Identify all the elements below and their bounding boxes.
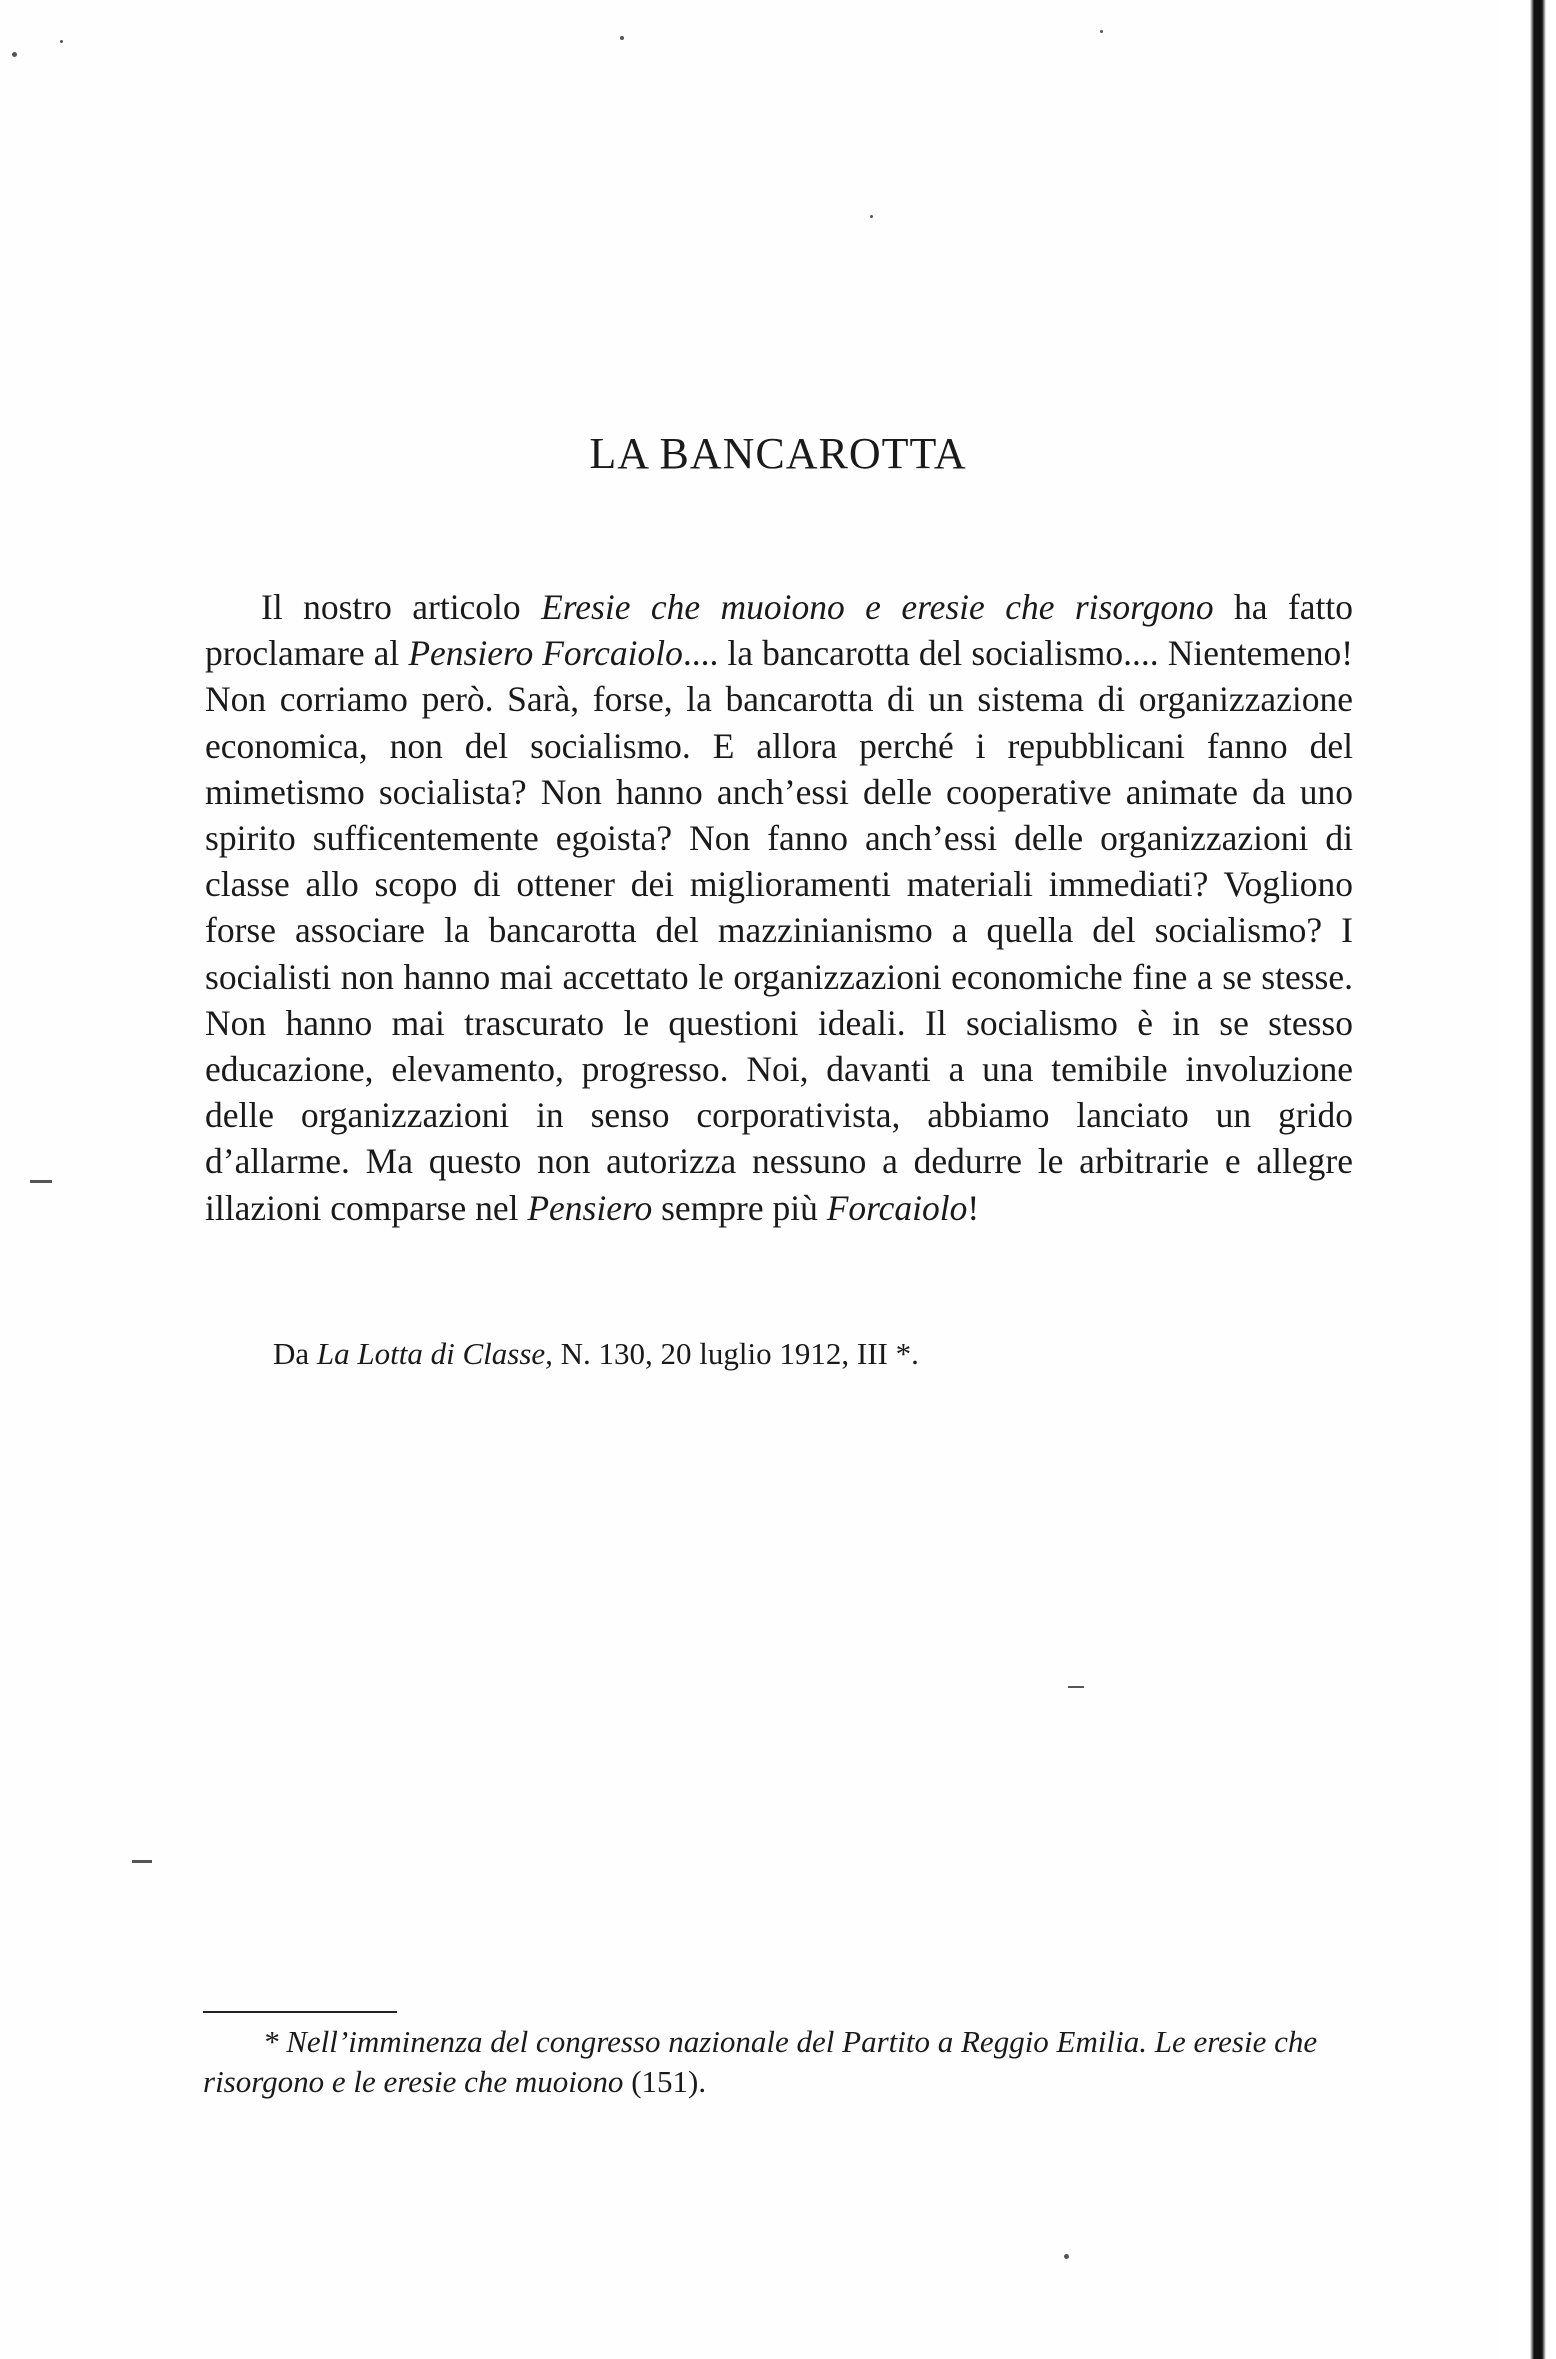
scan-speck [60, 40, 63, 43]
source-details: N. 130, 20 luglio 1912, III *. [552, 1336, 919, 1371]
newspaper-name: Pensiero Forcaiolo [408, 633, 683, 674]
scan-binding-edge [1500, 0, 1556, 2359]
scan-speck [870, 215, 873, 218]
scan-speck [12, 52, 17, 57]
scan-speck [1064, 2254, 1069, 2259]
body-text-run: .... la bancarotta del socialismo.... Nientemeno! Non corriamo però. Sarà, forse, la bancarotta di un sistema di organizzazione economica, non del socialismo. E allora perché i repubblicani fanno del mimetismo socialista? Non hanno anch’essi delle cooperative animate da uno spirito sufficentemente egoista? Non fanno anch’essi delle organizzazioni di classe allo scopo di ottener dei miglioramenti materiali immediati? Vogliono forse associare la bancarotta del mazzinianismo a quella del socialismo? I socialisti non hanno mai accettato le organizzazioni economiche fine a se stesse. Non hanno mai trascurato le questioni ideali. Il socialismo è in se stesso educazione, elevamento, progresso. Noi, davanti a una temibile involuzione delle organizzazioni in senso corporativista, abbiamo lanciato un grido d’allarme. Ma questo non autorizza nessuno a dedurre le arbitrarie e allegre illazioni comparse nel [205, 633, 1354, 1228]
source-prefix: Da [273, 1336, 317, 1371]
body-text-run: sempre più [652, 1187, 827, 1228]
footnote-reference: (151). [631, 2064, 707, 2099]
article-title: LA BANCAROTTA [589, 429, 967, 478]
footnote [203, 2022, 1351, 2102]
body-text-run: ha fatto proclamare al [205, 587, 1353, 674]
article-reference-title: Eresie che muoiono e eresie che risorgono [541, 587, 1214, 627]
body-text-run: ! [967, 1187, 980, 1228]
scan-speck [1100, 30, 1103, 33]
newspaper-name: Forcaiolo [826, 1187, 968, 1228]
footnote-text: * Nell’imminenza del congresso nazionale del Partito a Reggio Emilia. Le eresie che risorgono e le eresie che muoiono [203, 2024, 1318, 2099]
source-journal: La Lotta di Classe, [316, 1336, 553, 1371]
source-citation [273, 1334, 1373, 1374]
scan-speck [132, 1860, 152, 1863]
footnote-divider [203, 2011, 397, 2013]
scan-speck [30, 1180, 52, 1183]
scan-speck [620, 36, 624, 40]
newspaper-name: Pensiero [527, 1187, 653, 1228]
scan-speck [1068, 1686, 1084, 1688]
body-text-run: Il nostro articolo [261, 587, 542, 627]
article-body [205, 584, 1353, 1231]
